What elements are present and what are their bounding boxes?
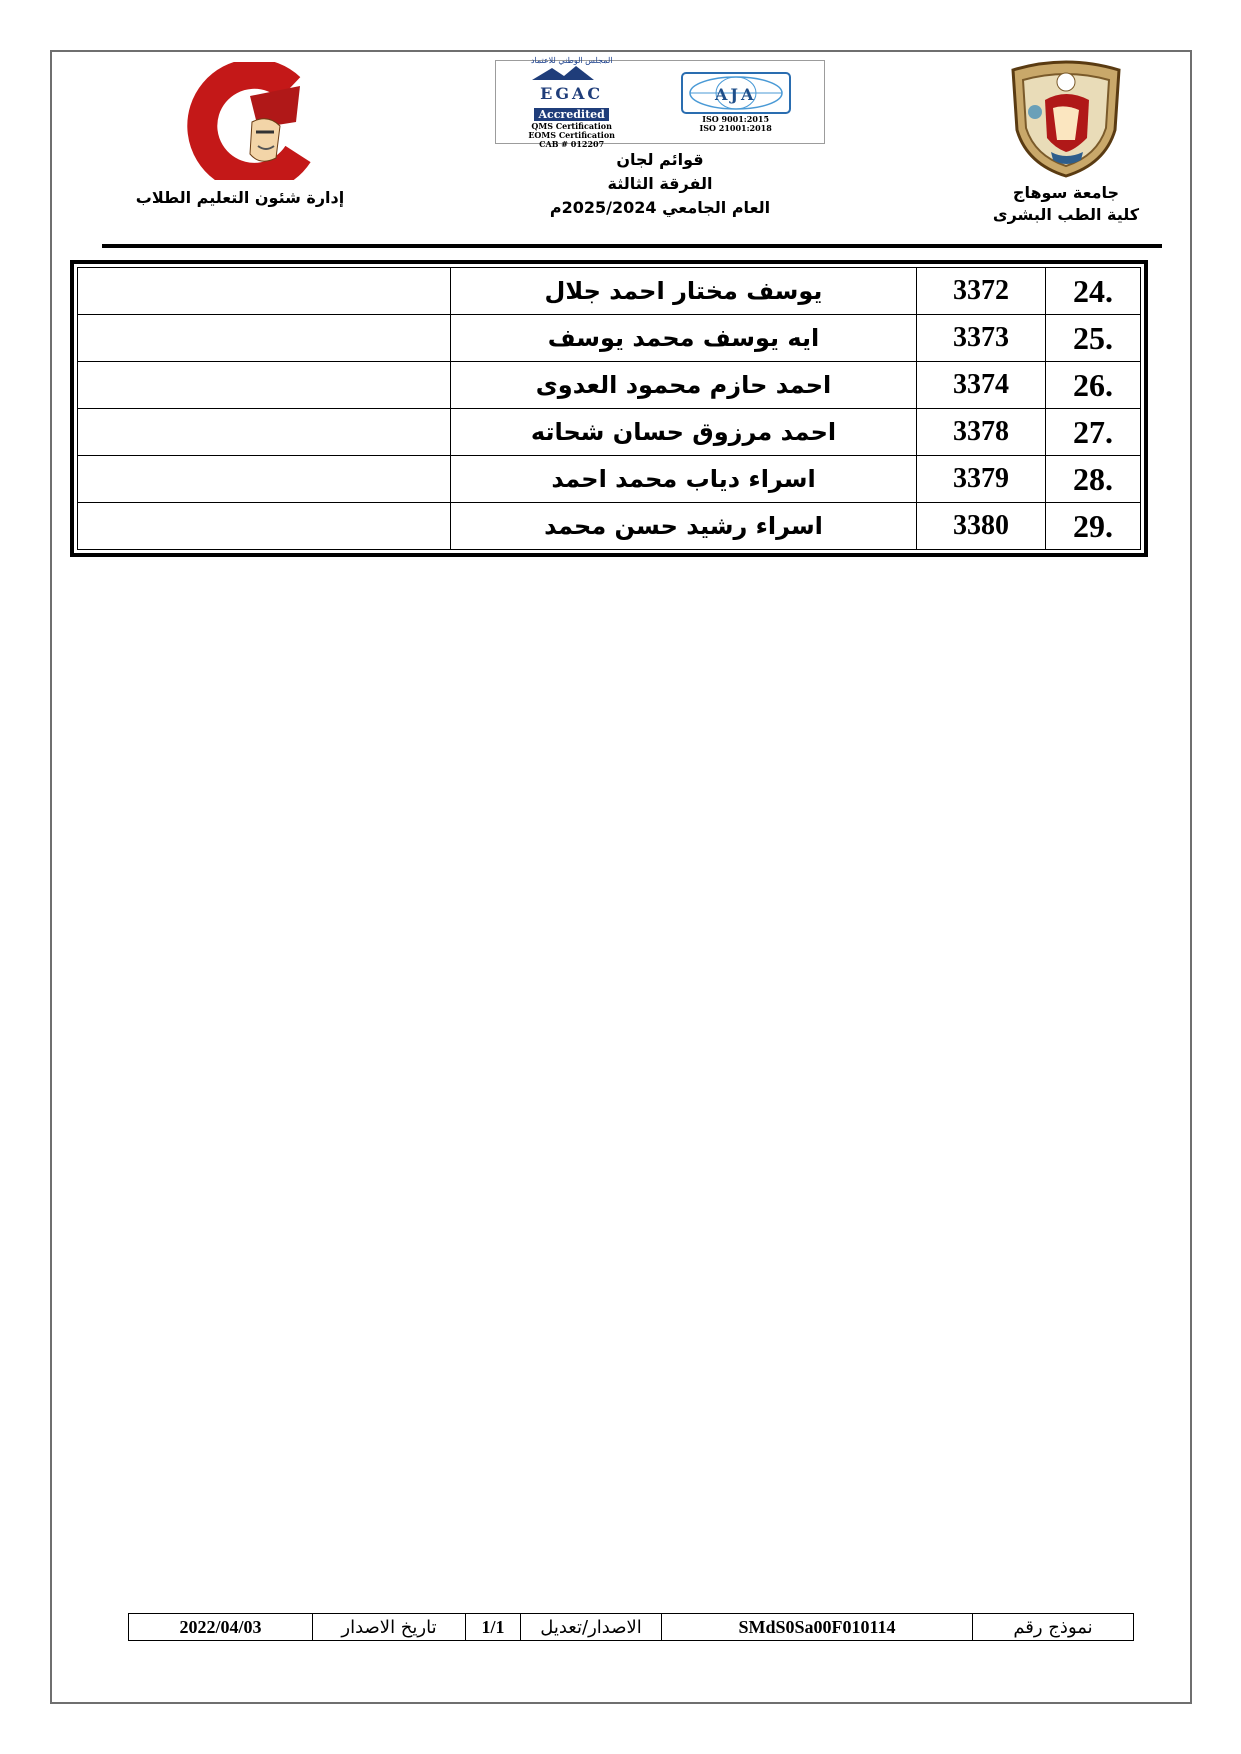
- form-info-table: [128, 1613, 1134, 1641]
- table-row: [78, 409, 1141, 456]
- egac-line: EOMS Certification: [528, 129, 615, 140]
- table-row: [78, 315, 1141, 362]
- table-row: [78, 456, 1141, 503]
- student-name: يوسف مختار احمد جلال: [451, 268, 917, 315]
- version-value: 1/1: [466, 1614, 521, 1641]
- table-row: [78, 268, 1141, 315]
- student-rows: [78, 268, 1141, 550]
- student-name: احمد مرزوق حسان شحاته: [451, 409, 917, 456]
- student-id: 3379: [917, 456, 1046, 503]
- notes-cell: [78, 503, 451, 550]
- form-number-value: SMdS0Sa00F010114: [662, 1614, 973, 1641]
- row-index: .28: [1046, 456, 1141, 503]
- faculty-header: [110, 62, 370, 207]
- student-name: ايه يوسف محمد يوسف: [451, 315, 917, 362]
- header-divider: [102, 244, 1162, 248]
- document-title-block: [495, 55, 825, 220]
- issue-date-value: 2022/04/03: [129, 1614, 313, 1641]
- student-list: [70, 260, 1148, 557]
- aja-line: ISO 9001:2015: [702, 114, 770, 124]
- row-index: .25: [1046, 315, 1141, 362]
- doc-title: قوائم لجان: [616, 150, 704, 169]
- mountain-icon: [532, 66, 612, 80]
- egac-line: CAB # 012207: [539, 138, 605, 149]
- doc-year-level: الفرقة الثالثة: [607, 174, 713, 193]
- student-id: 3374: [917, 362, 1046, 409]
- egac-logo-text: EGAC: [540, 83, 604, 103]
- version-label: الاصدار/تعديل: [521, 1614, 662, 1641]
- student-id: 3372: [917, 268, 1046, 315]
- student-id: 3373: [917, 315, 1046, 362]
- university-name: جامعة سوهاج: [1012, 183, 1120, 202]
- notes-cell: [78, 456, 451, 503]
- doc-academic-year: العام الجامعي 2025/2024م: [549, 198, 771, 217]
- student-id: 3380: [917, 503, 1046, 550]
- row-index: .24: [1046, 268, 1141, 315]
- notes-cell: [78, 362, 451, 409]
- form-number-label: نموذج رقم: [973, 1614, 1134, 1641]
- egac-accredited-label: Accredited: [534, 108, 608, 121]
- issue-date-label: تاريخ الاصدار: [313, 1614, 466, 1641]
- row-index: .27: [1046, 409, 1141, 456]
- egac-arabic-title: المجلس الوطني للاعتماد: [530, 55, 613, 65]
- notes-cell: [78, 409, 451, 456]
- student-table: [77, 267, 1141, 550]
- form-footer: [128, 1613, 1134, 1641]
- student-id: 3378: [917, 409, 1046, 456]
- university-emblem-icon: [1005, 60, 1127, 178]
- student-name: احمد حازم محمود العدوى: [451, 362, 917, 409]
- notes-cell: [78, 268, 451, 315]
- row-index: .29: [1046, 503, 1141, 550]
- faculty-logo-icon: [140, 62, 340, 180]
- university-header: [971, 60, 1161, 226]
- certification-logos: [495, 55, 825, 149]
- egac-line: QMS Certification: [531, 120, 612, 131]
- faculty-name: كلية الطب البشرى: [992, 205, 1140, 224]
- notes-cell: [78, 315, 451, 362]
- students-affairs-department: إدارة شئون التعليم الطلاب: [135, 188, 345, 207]
- table-row: [78, 503, 1141, 550]
- row-index: .26: [1046, 362, 1141, 409]
- aja-certification: [680, 71, 792, 133]
- aja-line: ISO 21001:2018: [699, 123, 772, 133]
- student-name: اسراء رشيد حسن محمد: [451, 503, 917, 550]
- table-row: [78, 362, 1141, 409]
- student-name: اسراء دياب محمد احمد: [451, 456, 917, 503]
- egac-certification: [528, 56, 615, 149]
